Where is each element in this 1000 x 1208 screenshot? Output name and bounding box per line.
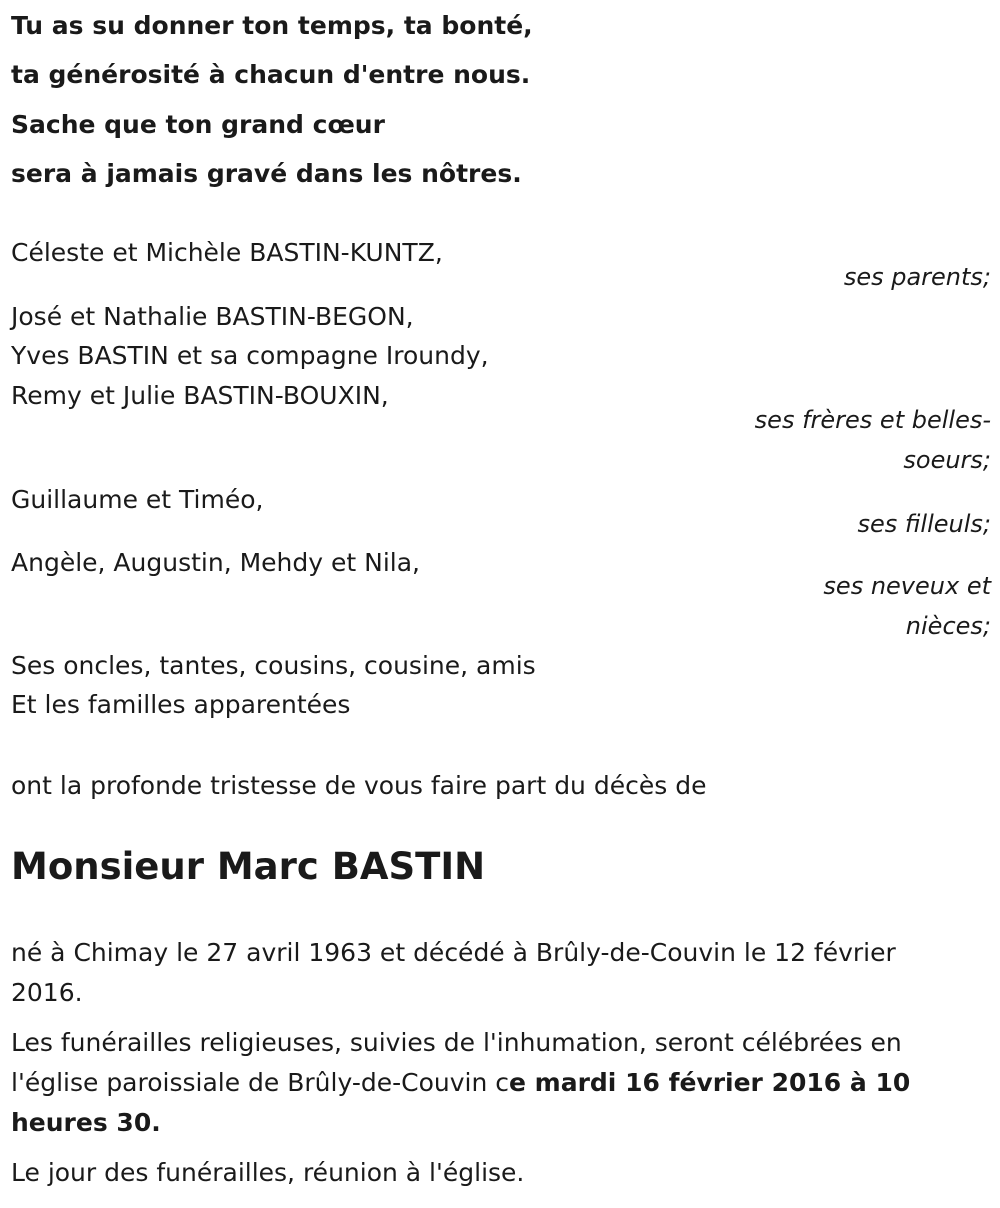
birth-death-text: né à Chimay le 27 avril 1963 et décédé à Brûly-de-Couvin le 12 février 2016. xyxy=(11,938,896,1007)
family-sibling-name: Remy et Julie BASTIN-BOUXIN, xyxy=(11,381,389,410)
funeral-text-plain: Les funérailles religieuses, suivies de l'inhumation, seront célébrées en l'église paroissiale de Brûly-de-Couvin c xyxy=(11,1028,902,1097)
family-godchildren-role: ses filleuls; xyxy=(857,510,991,538)
family-nephews-role-line2: nièces; xyxy=(905,612,991,640)
family-nephews-name: Angèle, Augustin, Mehdy et Nila, xyxy=(11,548,420,577)
family-nephews-role-line1: ses neveux et xyxy=(823,572,991,600)
deceased-name: Monsieur Marc BASTIN xyxy=(11,845,486,888)
funeral-text xyxy=(11,1023,971,1143)
poem-line: sera à jamais gravé dans les nôtres. xyxy=(11,159,522,188)
family-parents-name: Céleste et Michèle BASTIN-KUNTZ, xyxy=(11,238,443,267)
poem-line: Sache que ton grand cœur xyxy=(11,110,385,139)
family-others-line: Et les familles apparentées xyxy=(11,690,351,719)
family-siblings-role-line1: ses frères et belles- xyxy=(754,406,991,434)
announcement-text: ont la profonde tristesse de vous faire part du décès de xyxy=(11,771,707,800)
funeral-text-bold: e mardi 16 février 2016 à 10 heures 30. xyxy=(11,1068,911,1137)
family-godchildren-name: Guillaume et Timéo, xyxy=(11,485,264,514)
family-sibling-name: José et Nathalie BASTIN-BEGON, xyxy=(11,302,414,331)
family-parents-role: ses parents; xyxy=(843,263,991,291)
poem-line: Tu as su donner ton temps, ta bonté, xyxy=(11,11,533,40)
family-siblings-role-line2: soeurs; xyxy=(903,446,991,474)
reunion-text: Le jour des funérailles, réunion à l'église. xyxy=(11,1158,525,1187)
family-sibling-name: Yves BASTIN et sa compagne Iroundy, xyxy=(11,341,489,370)
poem-line: ta générosité à chacun d'entre nous. xyxy=(11,60,531,89)
family-others-line: Ses oncles, tantes, cousins, cousine, amis xyxy=(11,651,536,680)
